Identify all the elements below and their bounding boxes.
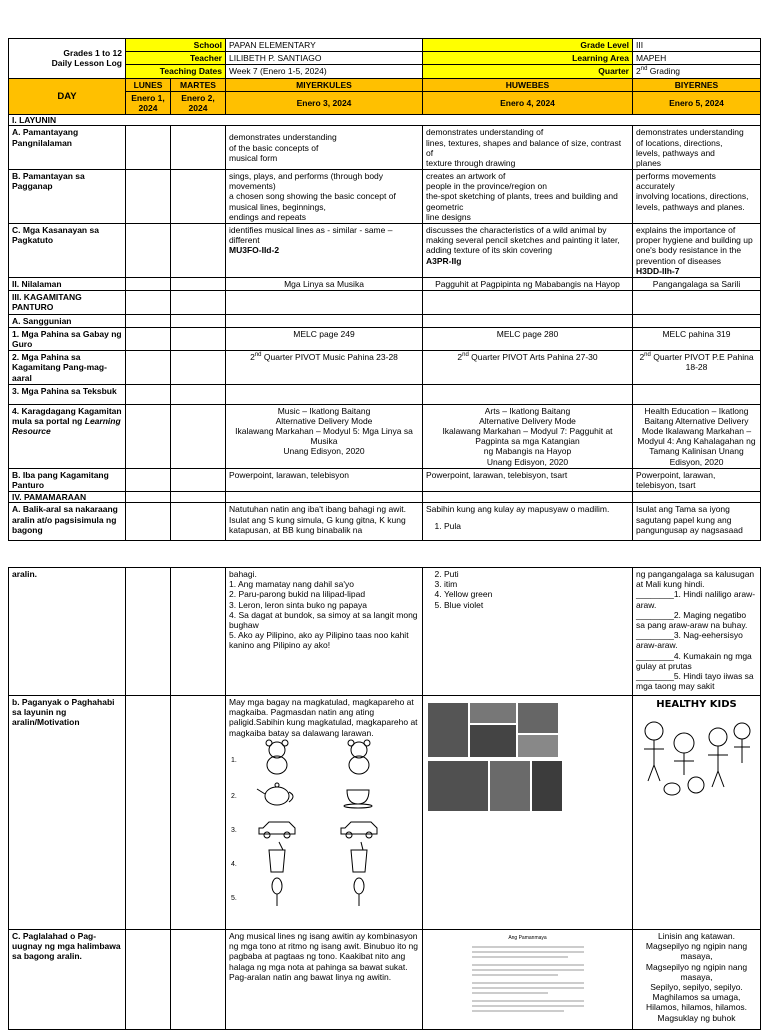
nilalaman-wed: Mga Linya sa Musika <box>226 278 423 291</box>
monkey-photo <box>518 703 558 733</box>
r1-fri: MELC pahina 319 <box>633 327 761 350</box>
grades-title: Grades 1 to 12 Daily Lesson Log <box>9 39 126 79</box>
nilalaman-fri: Pangangalaga sa Sarili <box>633 278 761 291</box>
a-wed: demonstrates understanding of the basic concepts of musical form <box>226 126 423 170</box>
c-thu-code: A3PR-IIg <box>426 255 462 266</box>
paglalahad-wed: Ang musical lines ng isang awitin ay kombinasyon ng mga tono at ritmo ng isang awit. Binubuo ito ng pagbaba at pagtaas ng tono. Kaakibat nito ang halaga ng mga nota at pahinga sa bawat sukat. Pag-aralan natin ang bawat linya ng awitin. <box>226 930 423 1030</box>
day-mon: LUNES <box>126 78 171 91</box>
teacher-label: Teacher <box>126 52 226 65</box>
row-label-balik-aral: A. Balik-aral sa nakaraang aralin at/o pagsisimula ng bagong <box>9 503 126 541</box>
balik-thu: Sabihin kung ang kulay ay mapusyaw o madilim. 1. Pula <box>423 503 633 541</box>
pic-num-3: 3. <box>231 826 237 834</box>
c-wed: identifies musical lines as - similar - same – different MU3FO-IId-2 <box>226 224 423 278</box>
crocodile-photo <box>470 703 516 723</box>
r2-wed: 2nd Quarter PIVOT Music Pahina 23-28 <box>226 351 423 385</box>
dates-value: Week 7 (Enero 1-5, 2024) <box>226 65 423 78</box>
grade-level-label: Grade Level <box>423 39 633 52</box>
row-label-paglalahad: C. Paglalahad o Pag-uugnay ng mga halimbawa sa bagong aralin. <box>9 930 126 1030</box>
a-fri: demonstrates understanding of locations, directions, levels, pathways and planes <box>633 126 761 170</box>
c-wed-code: MU3FO-IId-2 <box>229 245 280 256</box>
learning-area-label: Learning Area <box>423 52 633 65</box>
lion-photo <box>518 735 558 757</box>
row-label-pamamaraan: IV. PAMAMARAAN <box>9 492 126 503</box>
bird-photo <box>490 761 530 811</box>
row-label-kagamitang-mag-aaral: 2. Mga Pahina sa Kagamitang Pang-mag-aaral <box>9 351 126 385</box>
row-label-iba-pang-kagamitan: B. Iba pang Kagamitang Panturo <box>9 468 126 491</box>
r2-fri: 2nd Quarter PIVOT P.E Pahina 18-28 <box>633 351 761 385</box>
teddy-bear-icon <box>266 740 288 774</box>
boar-photo <box>428 761 488 811</box>
pic-num-4: 4. <box>231 860 237 868</box>
iba-thu: Powerpoint, larawan, telebisyon, tsart <box>423 468 633 491</box>
r2-thu: 2nd Quarter PIVOT Arts Pahina 27-30 <box>423 351 633 385</box>
pic-num-5: 5. <box>231 894 237 902</box>
school-value: PAPAN ELEMENTARY <box>226 39 423 52</box>
nilalaman-thu: Pagguhit at Pagpipinta ng Mababangis na Hayop <box>423 278 633 291</box>
iba-fri: Powerpoint, larawan, telebisyon, tsart <box>633 468 761 491</box>
car-icon <box>259 822 295 838</box>
teacup-icon <box>344 790 372 808</box>
r1-wed: MELC page 249 <box>226 327 423 350</box>
healthy-kids-illustration <box>636 711 756 801</box>
school-label: School <box>126 39 226 52</box>
teapot-icon <box>257 783 293 805</box>
r4-fri: Health Education – Ikatlong Baitang Alternative Delivery Mode Ikalawang Markahan – Modyul 4: Ang Kahalagahan ng Tamang Kalinisan Unang Edisyon, 2020 <box>633 404 761 468</box>
pagganyak-wed: May mga bagay na magkatulad, magkapareho at magkaiba. Pagmasdan natin ang ating paligid.Sabihin kung magkatulad, magkapareho at magkaiba batay sa dalawang larawan. 1. 2. 3. 4. 5. <box>226 696 423 930</box>
wild-animals-photos <box>426 701 626 813</box>
balik-thu-item: 1. Pula <box>444 521 629 531</box>
a-thu: demonstrates understanding of lines, textures, shapes and balance of size, contrast of texture through drawing <box>423 126 633 170</box>
bear-photo <box>470 725 516 757</box>
date-wed: Enero 3, 2024 <box>226 91 423 114</box>
day-header: DAY <box>9 78 126 115</box>
row-label-sanggunian: A. Sanggunian <box>9 314 126 327</box>
story-text-image <box>468 941 588 1021</box>
pic-num-2: 2. <box>231 792 237 800</box>
paglalahad-fri: Linisin ang katawan. Magsepilyo ng ngipin nang masaya, Magsepilyo ng ngipin nang masaya, Sepilyo, sepilyo, sepilyo. Maghilamos sa umaga, Hilamos, hilamos, hilamos. Magsuklay ng buhok <box>633 930 761 1030</box>
c-thu: discusses the characteristics of a wild animal by making several pencil sketches and painting it later, adding texture of its skin covering A3PR-IIg <box>423 224 633 278</box>
r1-thu: MELC page 280 <box>423 327 633 350</box>
lesson-log-table-page1 <box>8 38 761 541</box>
row-label-kasanayan: C. Mga Kasanayan sa Pagkatuto <box>9 224 126 278</box>
wolf-photo <box>532 761 562 811</box>
r4-wed: Music – Ikatlong Baitang Alternative Delivery Mode Ikalawang Markahan – Modyul 5: Mga Linya sa Musika Unang Edisyon, 2020 <box>226 404 423 468</box>
teacher-value: LILIBETH P. SANTIAGO <box>226 52 423 65</box>
balik-wed: Natutuhan natin ang iba't ibang bahagi ng awit. Isulat ang S kung simula, G kung gitna, K kung katapusan, at BB kung binabalik na <box>226 503 423 541</box>
balik-fri-cont: ng pangangalaga sa kalusugan at Mali kung hindi. ________1. Hindi naliligo araw-araw. ________2. Maging negatibo sa pang araw-araw na buhay. ________3. Nag-eehersisyo araw-araw. ________4. Kumakain ng mga gulay at prutas ________5. Hindi tayo iiwas sa mga taong may sakit <box>633 568 761 696</box>
c-fri-code: H3DD-IIh-7 <box>636 265 680 276</box>
iba-wed: Powerpoint, larawan, telebisyon <box>226 468 423 491</box>
r4-thu: Arts – Ikatlong Baitang Alternative Delivery Mode Ikalawang Markahan – Modyul 7: Pagguhit at Pagpinta sa mga Katangian ng Mabangis na Hayop Unang Edisyon, 2020 <box>423 404 633 468</box>
teddy-bear-icon <box>348 740 370 774</box>
row-label-gabay-guro: 1. Mga Pahina sa Gabay ng Guro <box>9 327 126 350</box>
day-thu: HUWEBES <box>423 78 633 91</box>
story-title: Ang Pamanmaya <box>508 935 547 941</box>
b-wed: sings, plays, and performs (through body movements) a chosen song showing the basic concept of musical lines, beginnings, endings and repeats <box>226 170 423 224</box>
balik-wed-cont: bahagi. 1. Ang mamatay nang dahil sa'yo 2. Paru-parong bukid na lilipad-lipad 3. Leron, leron sinta buko ng papaya 4. Sa dagat at bundok, sa simoy at sa langit mong bughaw 5. Ako ay Pilipino, ako ay Pilipino taas noo kahit kanino ang Pilipino ay ako! <box>226 568 423 696</box>
row-label-pamantayang-pangnilalaman: A. Pamantayang Pangnilalaman <box>9 126 126 170</box>
c-fri: explains the importance of proper hygiene and building up one's body resistance in the prevention of diseases H3DD-IIh-7 <box>633 224 761 278</box>
drink-glass-icon <box>351 842 367 872</box>
learning-area-value: MAPEH <box>633 52 761 65</box>
quarter-label: Quarter <box>423 65 633 78</box>
eagle-photo <box>428 703 468 757</box>
date-fri: Enero 5, 2024 <box>633 91 761 114</box>
balik-fri: Isulat ang Tama sa iyong sagutang papel kung ang pangungusap ay nagsasaad <box>633 503 761 541</box>
quarter-value: 2nd Grading <box>633 65 761 78</box>
date-thu: Enero 4, 2024 <box>423 91 633 114</box>
brush-icon <box>272 878 282 906</box>
drink-glass-icon <box>269 842 285 872</box>
row-label-teksbuk: 3. Mga Pahina sa Teksbuk <box>9 384 126 404</box>
brush-icon <box>354 878 364 906</box>
row-label-kagamitang-panturo: III. KAGAMITANG PANTURO <box>9 291 126 314</box>
balik-thu-cont: 2. Puti 3. itim 4. Yellow green 5. Blue violet <box>423 568 633 696</box>
day-fri: BIYERNES <box>633 78 761 91</box>
paglalahad-thu <box>423 930 633 1030</box>
date-mon: Enero 1, 2024 <box>126 91 171 114</box>
day-tue: MARTES <box>171 78 226 91</box>
b-fri: performs movements accurately involving locations, directions, levels, pathways and planes. <box>633 170 761 224</box>
pic-num-1: 1. <box>231 756 237 764</box>
car-icon <box>341 822 377 838</box>
b-thu: creates an artwork of people in the province/region on the-spot sketching of plants, trees and building and geometric line designs <box>423 170 633 224</box>
day-wed: MIYERKULES <box>226 78 423 91</box>
row-label-nilalaman: II. Nilalaman <box>9 278 126 291</box>
row-label-pagganyak: b. Paganyak o Paghahabi sa layunin ng aralin/Motivation <box>9 696 126 930</box>
grade-level-value: III <box>633 39 761 52</box>
pair-pictures <box>229 738 414 908</box>
row-label-karagdagang-kagamitan: 4. Karagdagang Kagamitan mula sa portal ng Learning Resource <box>9 404 126 468</box>
section-layunin: I. LAYUNIN <box>9 115 761 126</box>
date-tue: Enero 2, 2024 <box>171 91 226 114</box>
healthy-kids-title: HEALTHY KIDS <box>656 699 737 710</box>
row-label-pamantayan-sa-pagganap: B. Pamantayan sa Pagganap <box>9 170 126 224</box>
pagganyak-thu <box>423 696 633 930</box>
dates-label: Teaching Dates <box>126 65 226 78</box>
pagganyak-fri <box>633 696 761 930</box>
lesson-log-table-page2 <box>8 567 761 1030</box>
aralin-label: aralin. <box>9 568 126 696</box>
